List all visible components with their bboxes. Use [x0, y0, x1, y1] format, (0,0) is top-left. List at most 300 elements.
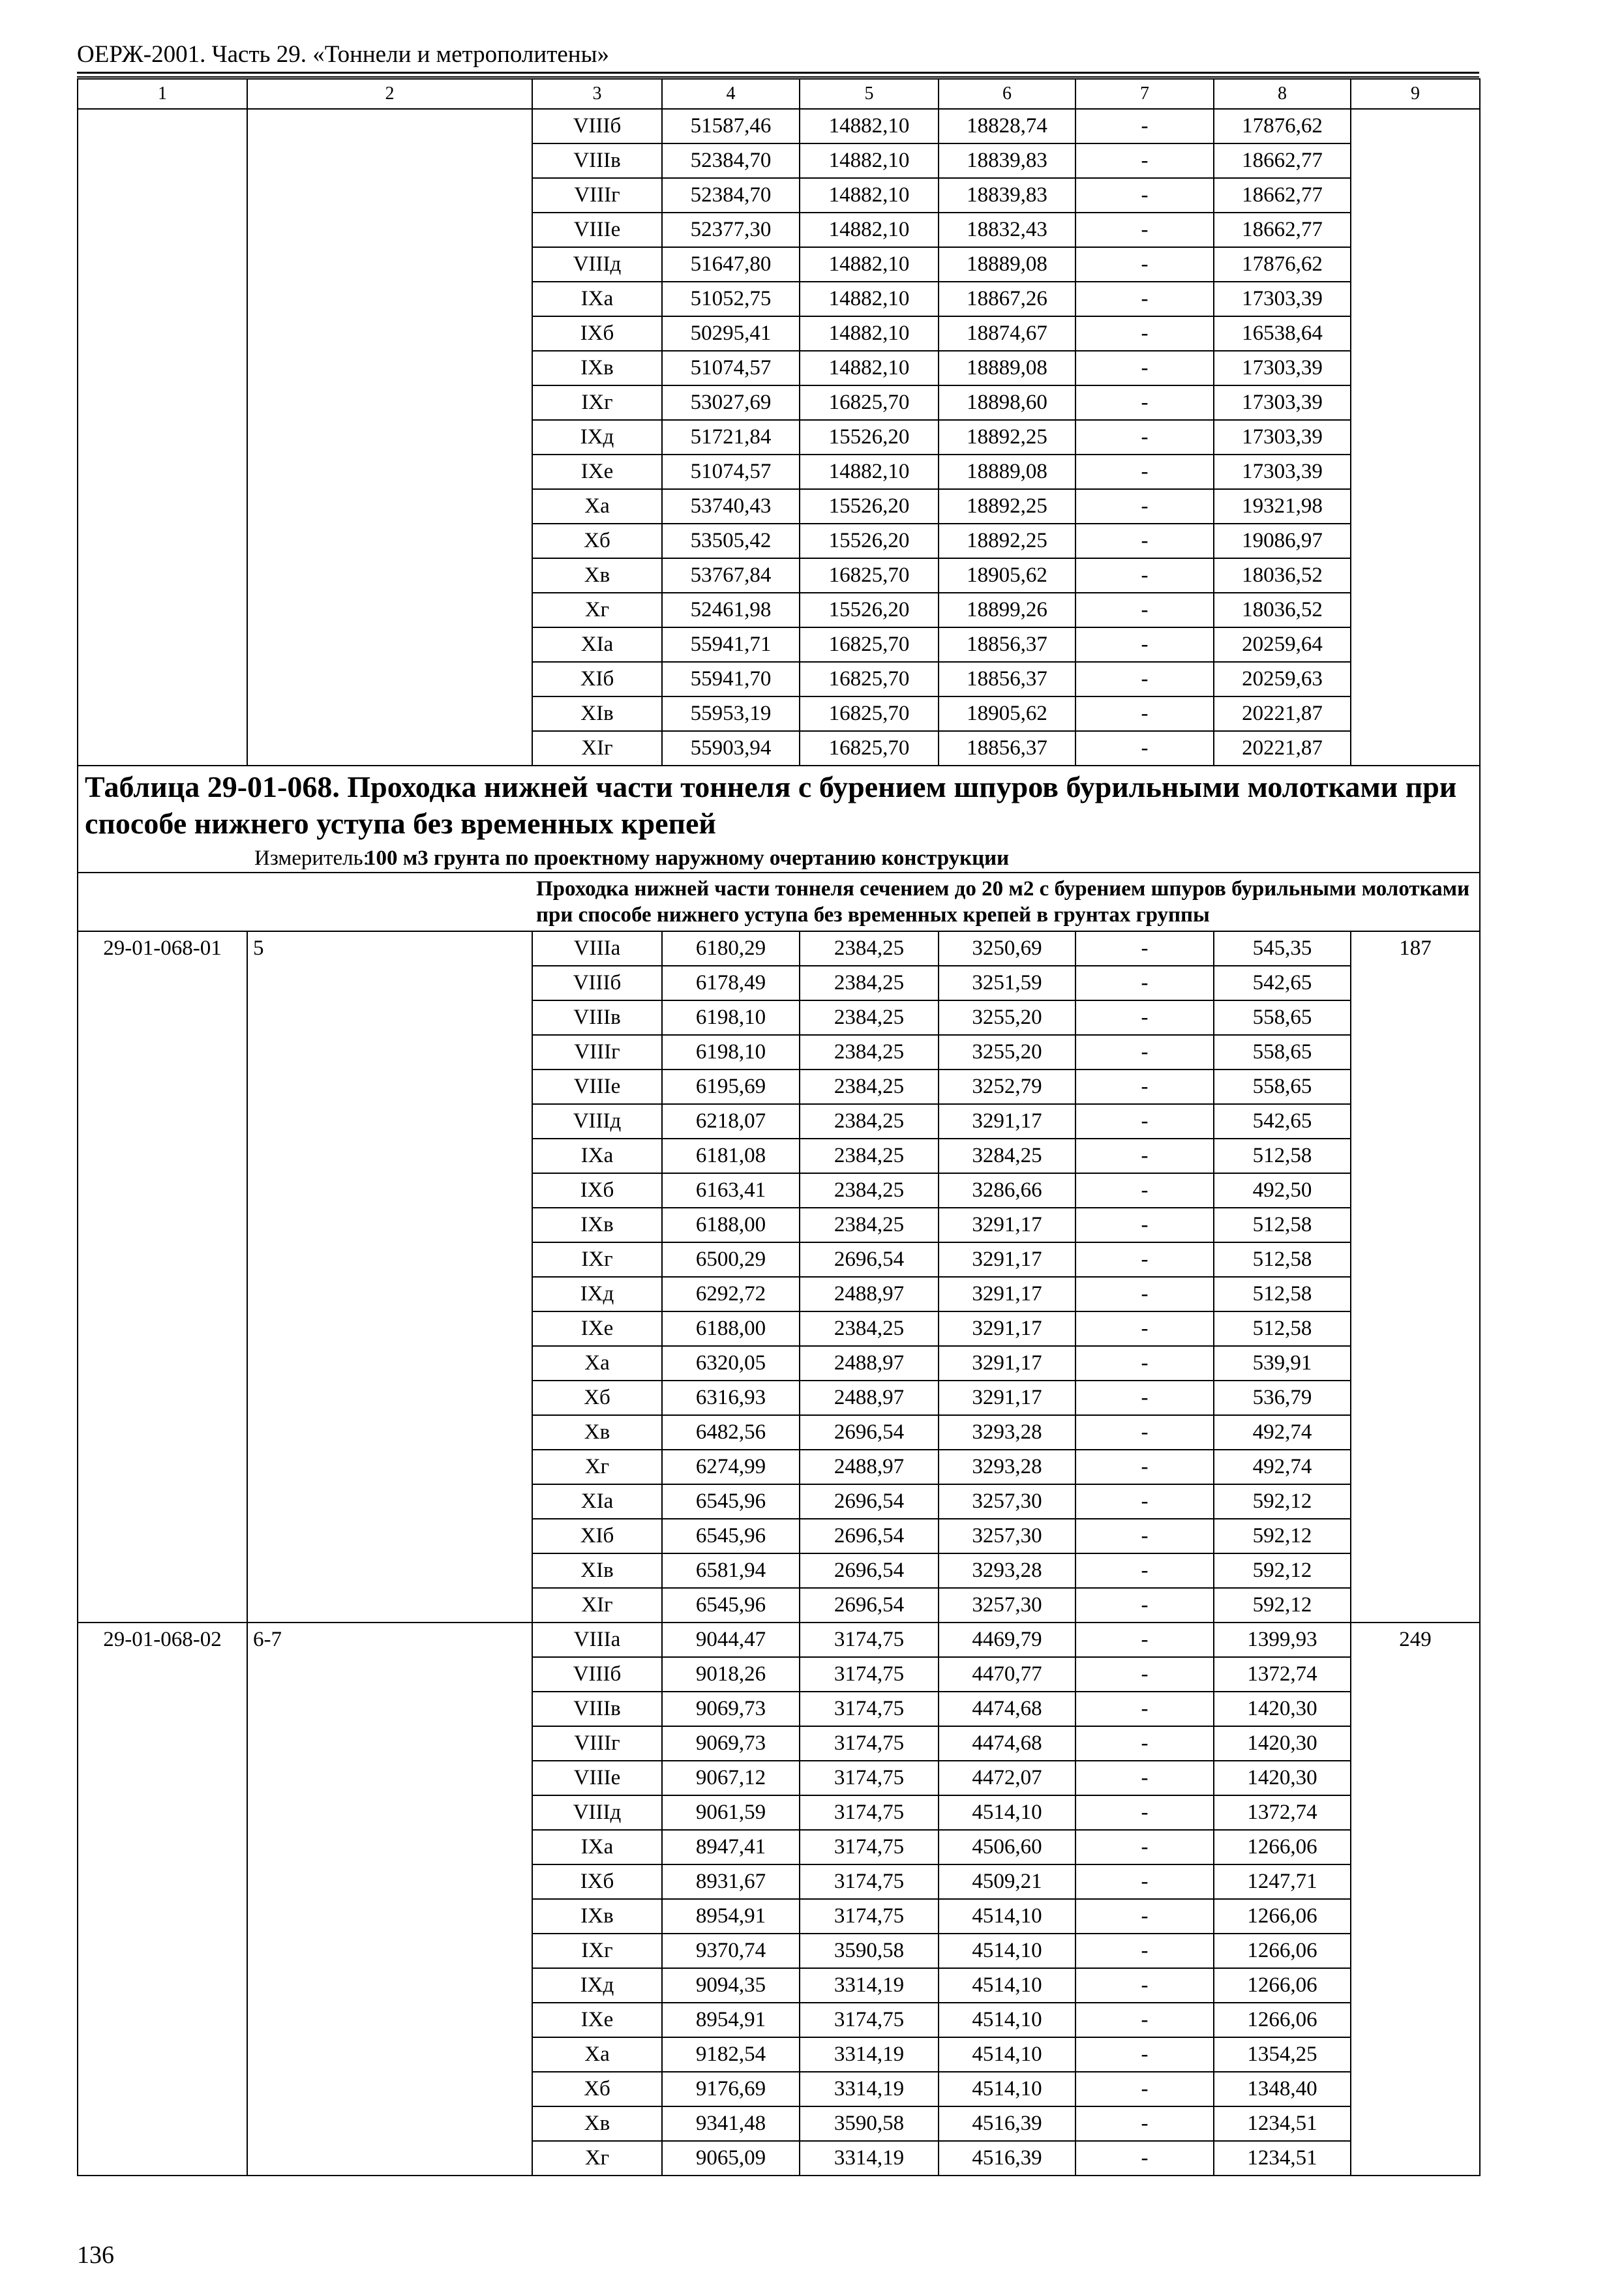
value-cell: 4474,68	[939, 1692, 1075, 1726]
value-cell: 3314,19	[800, 1968, 939, 2003]
value-cell: 53740,43	[662, 489, 800, 524]
value-cell: -	[1075, 1899, 1214, 1934]
value-cell: 19086,97	[1214, 524, 1351, 558]
value-cell: 9094,35	[662, 1968, 800, 2003]
value-cell: 51647,80	[662, 247, 800, 282]
value-cell: 512,58	[1214, 1208, 1351, 1242]
soil-category: VIIIд	[532, 1795, 662, 1830]
value-cell: 2384,25	[800, 1311, 939, 1346]
soil-category: Xг	[532, 1450, 662, 1484]
value-cell: 512,58	[1214, 1139, 1351, 1173]
value-cell: 3174,75	[800, 2003, 939, 2037]
value-cell: 20259,64	[1214, 627, 1351, 662]
value-cell: 14882,10	[800, 213, 939, 247]
value-cell: 16825,70	[800, 662, 939, 696]
value-cell: -	[1075, 1934, 1214, 1968]
value-cell: 3291,17	[939, 1381, 1075, 1415]
value-cell: 4514,10	[939, 2003, 1075, 2037]
soil-category: Xг	[532, 2141, 662, 2176]
table-body	[78, 79, 1480, 2176]
value-cell: 6274,99	[662, 1450, 800, 1484]
column-number-row	[78, 79, 1480, 109]
value-cell: 3291,17	[939, 1104, 1075, 1139]
value-cell: 9018,26	[662, 1657, 800, 1692]
value-cell: 592,12	[1214, 1553, 1351, 1588]
value-cell: 9341,48	[662, 2106, 800, 2141]
value-cell: 2384,25	[800, 966, 939, 1000]
soil-category: Xв	[532, 558, 662, 593]
value-cell: 20221,87	[1214, 731, 1351, 766]
value-cell: 6545,96	[662, 1484, 800, 1519]
description-blank	[78, 873, 532, 931]
value-cell: 17303,39	[1214, 351, 1351, 385]
value-cell: 492,74	[1214, 1450, 1351, 1484]
table-row	[78, 109, 1480, 143]
header-rule-thin	[77, 76, 1479, 78]
soil-category: IXв	[532, 351, 662, 385]
value-cell: 6545,96	[662, 1519, 800, 1553]
value-cell: -	[1075, 1000, 1214, 1035]
value-cell: 2488,97	[800, 1450, 939, 1484]
soil-category: XIб	[532, 1519, 662, 1553]
value-cell: 55941,70	[662, 662, 800, 696]
value-cell: 3590,58	[800, 2106, 939, 2141]
value-cell: 1354,25	[1214, 2037, 1351, 2072]
value-cell: 18662,77	[1214, 178, 1351, 213]
value-cell: 18889,08	[939, 247, 1075, 282]
value-cell: 492,74	[1214, 1415, 1351, 1450]
value-cell: 1266,06	[1214, 2003, 1351, 2037]
value-cell: -	[1075, 2037, 1214, 2072]
value-cell: 3291,17	[939, 1242, 1075, 1277]
value-cell: 4514,10	[939, 2072, 1075, 2106]
value-cell: 3257,30	[939, 1519, 1075, 1553]
value-cell: 2488,97	[800, 1277, 939, 1311]
col9-value: 249	[1351, 1623, 1480, 2176]
value-cell: 14882,10	[800, 316, 939, 351]
value-cell: 18898,60	[939, 385, 1075, 420]
soil-category: VIIIб	[532, 966, 662, 1000]
value-cell: 18874,67	[939, 316, 1075, 351]
description-row	[78, 873, 1480, 931]
soil-group: 6-7	[247, 1623, 532, 2176]
col9-cell-empty	[1351, 109, 1480, 766]
value-cell: 52377,30	[662, 213, 800, 247]
value-cell: 3255,20	[939, 1000, 1075, 1035]
value-cell: 14882,10	[800, 247, 939, 282]
value-cell: -	[1075, 931, 1214, 966]
soil-category: VIIIд	[532, 1104, 662, 1139]
value-cell: -	[1075, 593, 1214, 627]
value-cell: 6316,93	[662, 1381, 800, 1415]
value-cell: 592,12	[1214, 1484, 1351, 1519]
value-cell: 6181,08	[662, 1139, 800, 1173]
value-cell: 3252,79	[939, 1070, 1075, 1104]
soil-category: XIв	[532, 696, 662, 731]
value-cell: 2384,25	[800, 1070, 939, 1104]
value-cell: 1266,06	[1214, 1830, 1351, 1864]
value-cell: 3174,75	[800, 1830, 939, 1864]
value-cell: 2696,54	[800, 1415, 939, 1450]
value-cell: 2696,54	[800, 1588, 939, 1623]
value-cell: 18839,83	[939, 143, 1075, 178]
soil-category: IXд	[532, 1277, 662, 1311]
value-cell: 17303,39	[1214, 420, 1351, 455]
page-header: ОЕРЖ-2001. Часть 29. «Тоннели и метрополитены»	[77, 41, 609, 68]
value-cell: 542,65	[1214, 1104, 1351, 1139]
soil-category: IXг	[532, 385, 662, 420]
value-cell: 18828,74	[939, 109, 1075, 143]
value-cell: 15526,20	[800, 489, 939, 524]
value-cell: 1420,30	[1214, 1761, 1351, 1795]
value-cell: 55941,71	[662, 627, 800, 662]
value-cell: 558,65	[1214, 1035, 1351, 1070]
value-cell: 3293,28	[939, 1415, 1075, 1450]
value-cell: -	[1075, 1277, 1214, 1311]
value-cell: 17303,39	[1214, 385, 1351, 420]
measure-value: 100 м3 грунта по проектному наружному очертанию конструкции	[365, 846, 1010, 870]
value-cell: -	[1075, 2072, 1214, 2106]
value-cell: 14882,10	[800, 455, 939, 489]
value-cell: 558,65	[1214, 1070, 1351, 1104]
value-cell: 542,65	[1214, 966, 1351, 1000]
value-cell: 15526,20	[800, 524, 939, 558]
value-cell: 53027,69	[662, 385, 800, 420]
value-cell: 6320,05	[662, 1346, 800, 1381]
value-cell: 492,50	[1214, 1173, 1351, 1208]
value-cell: 1372,74	[1214, 1657, 1351, 1692]
value-cell: 18856,37	[939, 627, 1075, 662]
value-cell: 51074,57	[662, 455, 800, 489]
soil-category: IXв	[532, 1208, 662, 1242]
value-cell: 18662,77	[1214, 213, 1351, 247]
value-cell: 3590,58	[800, 1934, 939, 1968]
value-cell: 2384,25	[800, 1104, 939, 1139]
value-cell: -	[1075, 247, 1214, 282]
value-cell: -	[1075, 178, 1214, 213]
value-cell: 3174,75	[800, 1726, 939, 1761]
value-cell: -	[1075, 489, 1214, 524]
soil-category: Xв	[532, 1415, 662, 1450]
value-cell: 20259,63	[1214, 662, 1351, 696]
soil-category: Xб	[532, 1381, 662, 1415]
soil-category: IXг	[532, 1242, 662, 1277]
value-cell: 18839,83	[939, 178, 1075, 213]
value-cell: 51052,75	[662, 282, 800, 316]
value-cell: 6500,29	[662, 1242, 800, 1277]
value-cell: 2696,54	[800, 1484, 939, 1519]
value-cell: 1266,06	[1214, 1934, 1351, 1968]
code-cell-empty	[78, 109, 247, 766]
value-cell: 6195,69	[662, 1070, 800, 1104]
value-cell: 512,58	[1214, 1277, 1351, 1311]
value-cell: 14882,10	[800, 351, 939, 385]
value-cell: -	[1075, 1346, 1214, 1381]
value-cell: -	[1075, 1035, 1214, 1070]
soil-category: VIIIа	[532, 1623, 662, 1657]
value-cell: 1266,06	[1214, 1968, 1351, 2003]
value-cell: 6545,96	[662, 1588, 800, 1623]
value-cell: -	[1075, 1173, 1214, 1208]
value-cell: 18036,52	[1214, 593, 1351, 627]
value-cell: 9370,74	[662, 1934, 800, 1968]
soil-category: Xг	[532, 593, 662, 627]
value-cell: 8931,67	[662, 1864, 800, 1899]
value-cell: 3174,75	[800, 1899, 939, 1934]
value-cell: 18899,26	[939, 593, 1075, 627]
value-cell: 3314,19	[800, 2072, 939, 2106]
value-cell: 1420,30	[1214, 1726, 1351, 1761]
value-cell: 4470,77	[939, 1657, 1075, 1692]
value-cell: 2384,25	[800, 931, 939, 966]
value-cell: 6163,41	[662, 1173, 800, 1208]
value-cell: 16825,70	[800, 627, 939, 662]
value-cell: 9067,12	[662, 1761, 800, 1795]
value-cell: -	[1075, 282, 1214, 316]
value-cell: -	[1075, 109, 1214, 143]
value-cell: 16825,70	[800, 696, 939, 731]
value-cell: 52461,98	[662, 593, 800, 627]
value-cell: 18892,25	[939, 420, 1075, 455]
soil-category: IXе	[532, 1311, 662, 1346]
value-cell: -	[1075, 1381, 1214, 1415]
value-cell: 9061,59	[662, 1795, 800, 1830]
value-cell: -	[1075, 1657, 1214, 1692]
value-cell: 18856,37	[939, 731, 1075, 766]
value-cell: 18036,52	[1214, 558, 1351, 593]
value-cell: 4472,07	[939, 1761, 1075, 1795]
value-cell: -	[1075, 1208, 1214, 1242]
column-number: 9	[1351, 79, 1480, 109]
header-rule	[77, 72, 1479, 74]
value-cell: 14882,10	[800, 109, 939, 143]
value-cell: 16825,70	[800, 385, 939, 420]
value-cell: -	[1075, 316, 1214, 351]
value-cell: 16825,70	[800, 731, 939, 766]
value-cell: 55953,19	[662, 696, 800, 731]
value-cell: 1247,71	[1214, 1864, 1351, 1899]
value-cell: 3257,30	[939, 1588, 1075, 1623]
value-cell: 3174,75	[800, 1623, 939, 1657]
value-cell: -	[1075, 1553, 1214, 1588]
soil-category: XIа	[532, 627, 662, 662]
soil-category: IXд	[532, 1968, 662, 2003]
value-cell: 4516,39	[939, 2141, 1075, 2176]
value-cell: -	[1075, 1761, 1214, 1795]
value-cell: 16538,64	[1214, 316, 1351, 351]
value-cell: 2696,54	[800, 1242, 939, 1277]
value-cell: 558,65	[1214, 1000, 1351, 1035]
value-cell: 6218,07	[662, 1104, 800, 1139]
value-cell: 9069,73	[662, 1726, 800, 1761]
value-cell: 4514,10	[939, 1968, 1075, 2003]
value-cell: 3291,17	[939, 1277, 1075, 1311]
value-cell: -	[1075, 1623, 1214, 1657]
value-cell: 18889,08	[939, 455, 1075, 489]
description: Проходка нижней части тоннеля сечением до 20 м2 с бурением шпуров бурильными молотками при способе нижнего уступа без временных крепей в грунтах группы	[532, 873, 1480, 931]
measure-label: Измеритель:	[254, 846, 369, 870]
soil-category: IXе	[532, 2003, 662, 2037]
value-cell: 6581,94	[662, 1553, 800, 1588]
value-cell: 20221,87	[1214, 696, 1351, 731]
value-cell: 14882,10	[800, 143, 939, 178]
value-cell: 1399,93	[1214, 1623, 1351, 1657]
value-cell: -	[1075, 143, 1214, 178]
value-cell: 9176,69	[662, 2072, 800, 2106]
value-cell: 545,35	[1214, 931, 1351, 966]
soil-category: IXв	[532, 1899, 662, 1934]
soil-category: VIIIг	[532, 1726, 662, 1761]
column-number: 2	[247, 79, 532, 109]
value-cell: 6178,49	[662, 966, 800, 1000]
rate-code: 29-01-068-01	[78, 931, 247, 1623]
value-cell: 6188,00	[662, 1208, 800, 1242]
col9-value: 187	[1351, 931, 1480, 1623]
column-number: 7	[1075, 79, 1214, 109]
value-cell: 512,58	[1214, 1242, 1351, 1277]
value-cell: 592,12	[1214, 1588, 1351, 1623]
value-cell: 1234,51	[1214, 2141, 1351, 2176]
value-cell: 6180,29	[662, 931, 800, 966]
value-cell: -	[1075, 524, 1214, 558]
soil-category: IXб	[532, 1864, 662, 1899]
soil-category: VIIIе	[532, 1761, 662, 1795]
soil-category: IXа	[532, 1830, 662, 1864]
value-cell: 9065,09	[662, 2141, 800, 2176]
soil-category: IXб	[532, 1173, 662, 1208]
value-cell: -	[1075, 1968, 1214, 2003]
value-cell: 2696,54	[800, 1519, 939, 1553]
column-number: 4	[662, 79, 800, 109]
group-cell-empty	[247, 109, 532, 766]
column-number: 3	[532, 79, 662, 109]
soil-category: IXг	[532, 1934, 662, 1968]
value-cell: 3255,20	[939, 1035, 1075, 1070]
value-cell: -	[1075, 1070, 1214, 1104]
value-cell: 2488,97	[800, 1381, 939, 1415]
value-cell: 51587,46	[662, 109, 800, 143]
value-cell: 2384,25	[800, 1000, 939, 1035]
soil-category: XIг	[532, 731, 662, 766]
value-cell: 18856,37	[939, 662, 1075, 696]
value-cell: 2488,97	[800, 1346, 939, 1381]
soil-category: IXб	[532, 316, 662, 351]
value-cell: 6292,72	[662, 1277, 800, 1311]
value-cell: -	[1075, 1104, 1214, 1139]
value-cell: 2384,25	[800, 1139, 939, 1173]
soil-category: IXа	[532, 1139, 662, 1173]
value-cell: 4514,10	[939, 1934, 1075, 1968]
value-cell: 6198,10	[662, 1000, 800, 1035]
value-cell: 15526,20	[800, 593, 939, 627]
value-cell: 3174,75	[800, 1692, 939, 1726]
value-cell: 3291,17	[939, 1208, 1075, 1242]
column-number: 8	[1214, 79, 1351, 109]
value-cell: -	[1075, 731, 1214, 766]
value-cell: 3174,75	[800, 1761, 939, 1795]
value-cell: -	[1075, 1519, 1214, 1553]
value-cell: -	[1075, 627, 1214, 662]
value-cell: 18905,62	[939, 558, 1075, 593]
value-cell: 18892,25	[939, 489, 1075, 524]
value-cell: 19321,98	[1214, 489, 1351, 524]
value-cell: -	[1075, 2141, 1214, 2176]
value-cell: -	[1075, 1139, 1214, 1173]
soil-category: XIв	[532, 1553, 662, 1588]
value-cell: 55903,94	[662, 731, 800, 766]
value-cell: -	[1075, 1484, 1214, 1519]
table-row	[78, 931, 1480, 966]
value-cell: 1234,51	[1214, 2106, 1351, 2141]
value-cell: 8954,91	[662, 1899, 800, 1934]
soil-category: VIIIд	[532, 247, 662, 282]
value-cell: 6198,10	[662, 1035, 800, 1070]
soil-category: VIIIв	[532, 1000, 662, 1035]
table-title: Таблица 29-01-068. Проходка нижней части тоннеля с бурением шпуров бурильными молотками при способе нижнего уступа без временных крепей	[78, 766, 1480, 845]
column-number: 5	[800, 79, 939, 109]
soil-category: Xа	[532, 2037, 662, 2072]
value-cell: 16825,70	[800, 558, 939, 593]
soil-category: VIIIа	[532, 931, 662, 966]
soil-category: VIIIг	[532, 178, 662, 213]
soil-category: IXе	[532, 455, 662, 489]
soil-category: Xб	[532, 524, 662, 558]
value-cell: 14882,10	[800, 282, 939, 316]
soil-category: Xа	[532, 489, 662, 524]
soil-category: VIIIб	[532, 1657, 662, 1692]
value-cell: 3251,59	[939, 966, 1075, 1000]
value-cell: -	[1075, 1415, 1214, 1450]
value-cell: 18892,25	[939, 524, 1075, 558]
value-cell: 6188,00	[662, 1311, 800, 1346]
value-cell: 2384,25	[800, 1035, 939, 1070]
value-cell: 3291,17	[939, 1311, 1075, 1346]
value-cell: 9044,47	[662, 1623, 800, 1657]
value-cell: 3257,30	[939, 1484, 1075, 1519]
value-cell: -	[1075, 966, 1214, 1000]
value-cell: -	[1075, 1692, 1214, 1726]
measure	[78, 845, 1480, 873]
value-cell: 17876,62	[1214, 109, 1351, 143]
value-cell: 8954,91	[662, 2003, 800, 2037]
value-cell: -	[1075, 1588, 1214, 1623]
soil-category: IXа	[532, 282, 662, 316]
value-cell: 53767,84	[662, 558, 800, 593]
value-cell: -	[1075, 2106, 1214, 2141]
column-number: 6	[939, 79, 1075, 109]
value-cell: 18832,43	[939, 213, 1075, 247]
soil-category: XIб	[532, 662, 662, 696]
value-cell: -	[1075, 1242, 1214, 1277]
value-cell: -	[1075, 351, 1214, 385]
value-cell: 18662,77	[1214, 143, 1351, 178]
value-cell: 3293,28	[939, 1450, 1075, 1484]
value-cell: 51721,84	[662, 420, 800, 455]
value-cell: 592,12	[1214, 1519, 1351, 1553]
soil-category: XIа	[532, 1484, 662, 1519]
value-cell: 1372,74	[1214, 1795, 1351, 1830]
value-cell: 8947,41	[662, 1830, 800, 1864]
value-cell: -	[1075, 1726, 1214, 1761]
value-cell: 4509,21	[939, 1864, 1075, 1899]
value-cell: 17303,39	[1214, 282, 1351, 316]
value-cell: 4514,10	[939, 1899, 1075, 1934]
estimate-table	[77, 78, 1481, 2176]
value-cell: 539,91	[1214, 1346, 1351, 1381]
value-cell: -	[1075, 213, 1214, 247]
value-cell: -	[1075, 420, 1214, 455]
value-cell: 17303,39	[1214, 455, 1351, 489]
